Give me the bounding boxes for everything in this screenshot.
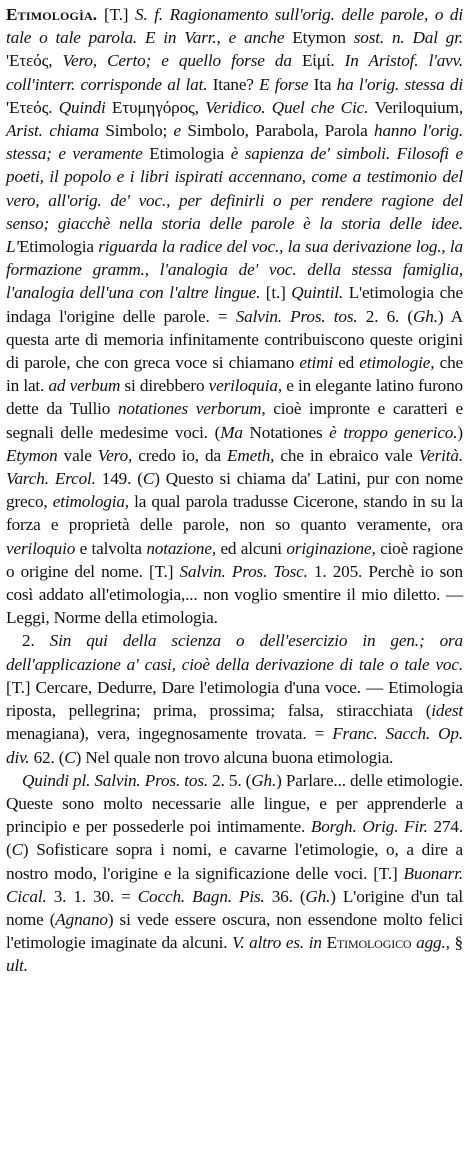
text-run: si direbbero	[124, 376, 209, 396]
italic-text: Ma	[220, 422, 250, 442]
italic-text: è troppo generico.	[329, 422, 458, 442]
italic-text: è sapienza de' simboli. Filosofi e poeti, il popolo e i libri ispirati accennano, come a testimonio del vero, all'orig. de' voc., per definirli o per rendere ragione del senso; giacchè nella storia delle parole è la storia delle idee. L'	[6, 144, 463, 257]
text-run: Etimologia	[18, 237, 99, 257]
text-run: 2.	[22, 631, 50, 651]
italic-text: idest	[431, 701, 463, 721]
text-run: Notationes	[249, 422, 330, 442]
text-run: ) L'origine d'un tal nome (	[6, 886, 463, 929]
italic-text: etimologia,	[52, 492, 135, 512]
headword: Etimologìa.	[6, 5, 98, 24]
italic-text: Quintil.	[291, 283, 349, 303]
italic-text: notationes verborum,	[117, 399, 274, 419]
text-run: che in lat.	[6, 353, 463, 396]
sense-paragraph	[6, 629, 463, 768]
definition-paragraph	[6, 3, 463, 629]
italic-text: Salvin. Pros. tos.	[235, 306, 366, 326]
italic-text: veriloquio	[6, 538, 80, 558]
italic-text: C	[64, 747, 76, 767]
text-run: 149. (	[101, 469, 143, 489]
italic-text: sost. n. Dal gr.	[353, 28, 463, 48]
text-run: ) si vede essere oscura, non essendone molto felici l'etimologie imaginate da alcuni.	[6, 909, 463, 953]
italic-text: originazione,	[286, 538, 381, 558]
italic-text: Borgh. Orig. Fir.	[310, 817, 434, 837]
text-run: ) Nel quale non trovo alcuna buona etimologia.	[75, 747, 394, 767]
italic-text: hanno l'orig. stessa; e veramente	[6, 121, 464, 164]
sense-paragraph	[6, 769, 463, 978]
italic-text: Cocch. Bagn. Pis.	[137, 886, 272, 906]
italic-text: Buonarr. Cical.	[6, 863, 463, 906]
text-run: ) Sofisticare sopra i nomi, e cavarne l'etimologie, o, a dire a nostro modo, l'origine e la significazione delle voci. [T.]	[6, 840, 463, 883]
italic-text: Verità. Varch. Ercol.	[6, 445, 463, 489]
text-run: [T.]	[97, 5, 135, 24]
italic-text: Quindi	[58, 97, 112, 117]
italic-text: Vero, Certo; e quello forse da	[62, 51, 302, 71]
cross-reference: Etimologico	[326, 933, 417, 953]
italic-text: Sin qui della scienza o dell'esercizio in gen.; ora dell'applicazione a' casi, cioè della derivazione di tale o tale voc.	[6, 631, 463, 674]
text-run: cioè ragione o origine del nome. [T.]	[6, 538, 464, 581]
italic-text: In Aristof. l'avv. coll'interr. corrisponde al lat.	[6, 51, 463, 94]
italic-text: C	[11, 840, 23, 860]
text-run: 'Ετεός,	[6, 51, 63, 71]
text-run: vale	[63, 445, 98, 465]
text-run: 2. 5. (	[212, 770, 252, 790]
italic-text: Franc. Sacch. Op. div.	[6, 724, 463, 767]
italic-text: Veridico. Quel che Cic.	[205, 97, 375, 117]
text-run: 274. (	[6, 817, 463, 860]
italic-text: Vero,	[97, 445, 139, 465]
text-run: Etimologia	[149, 144, 231, 164]
text-run: Itane?	[212, 74, 260, 94]
italic-text: Gh.	[305, 886, 331, 906]
text-run: 62. (	[33, 747, 65, 767]
text-run: ed	[338, 353, 360, 373]
text-run: L'etimologia che indaga l'origine delle parole. =	[6, 283, 463, 326]
text-run: §	[454, 933, 463, 953]
text-run: e talvolta	[79, 538, 147, 558]
italic-text: Gh.	[413, 306, 438, 326]
italic-text: Gh.	[251, 770, 277, 790]
italic-text: riguarda la radice del voc., la sua derivazione log., la formazione gramm., l'analogia de' voc. della stessa famiglia, l'analogia dell'una con l'altre lingue.	[6, 237, 463, 303]
italic-text: notazione,	[146, 538, 221, 558]
italic-text: C	[142, 469, 155, 489]
italic-text: etimi	[299, 353, 339, 373]
text-run: ed alcuni	[220, 538, 287, 558]
text-run: Etymon	[292, 28, 354, 48]
text-run: e in elegante latino furono dette da Tullio	[6, 376, 463, 419]
italic-text: Etymon	[6, 445, 64, 465]
text-run: 36. (	[271, 886, 306, 906]
text-run: 'Ετεός.	[6, 97, 59, 117]
italic-text: S. f. Ragionamento sull'orig. delle parole, o di tale o tale parola. E in Varr., e anche	[6, 5, 463, 48]
italic-text: ult.	[6, 956, 28, 976]
text-run: ) Parlare... delle etimologie. Queste sono molto necessarie alle lingue, e per apprenderle a principio e per possederle poi intimamente.	[6, 770, 463, 837]
italic-text: ad verbum	[48, 376, 125, 396]
text-run: ) Questo si chiama da' Latini, pur con nome greco,	[6, 469, 463, 512]
italic-text: e	[173, 121, 188, 141]
text-run: )	[457, 422, 463, 442]
text-run: [T.] Cercare, Dedurre, Dare l'etimologia d'una voce. — Etimologia riposta, pellegrina; prima, prossima; falsa, stiracchiata (	[6, 677, 463, 721]
italic-text: E forse	[259, 74, 314, 94]
text-run: 1. 205. Perchè io son così addato all'etimologia,... non voglio smentire il mio diletto. — Leggi, Norme della etimologia.	[6, 561, 463, 628]
italic-text: Agnano	[55, 909, 108, 929]
italic-text: agg.,	[416, 933, 455, 953]
text-run: menagiana), vera, ingegnosamente trovata. =	[6, 724, 333, 744]
text-run: [t.]	[265, 283, 292, 303]
text-run: che in ebraico vale	[280, 445, 419, 465]
text-run: la qual parola tradusse Cicerone, stando in su la forza e proprietà delle parole, non so quanto veramente, ora	[6, 492, 463, 535]
text-run: ) A questa arte di memoria infinitamente contribuiscono queste origini di parole, che con greca voce si chiamano	[6, 306, 463, 373]
text-run: credo io, da	[138, 445, 228, 465]
italic-text: Arist. chiama	[6, 121, 106, 141]
italic-text: ha l'orig. stessa di	[336, 74, 463, 94]
text-run: Ετυμηγόρος,	[111, 97, 206, 117]
text-run: Veriloquium,	[374, 97, 463, 117]
italic-text: Salvin. Pros. Tosc.	[179, 561, 314, 581]
italic-text: Quindi pl. Salvin. Pros. tos.	[22, 770, 213, 790]
text-run: Ita	[313, 74, 337, 94]
text-run: Simbolo;	[105, 121, 174, 141]
italic-text: Emeth,	[227, 445, 281, 465]
text-run: 3. 1. 30. =	[53, 886, 138, 906]
italic-text: veriloquia,	[208, 376, 287, 396]
text-run: 2. 6. (	[365, 306, 413, 326]
italic-text: V. altro es. in	[232, 933, 327, 953]
text-run: Simbolo, Parabola, Parola	[187, 121, 375, 141]
italic-text: etimologie,	[359, 353, 440, 373]
text-run: Εἰμί.	[301, 51, 345, 71]
text-run: cioè impronte e caratteri e segnali delle medesime voci. (	[6, 399, 463, 442]
